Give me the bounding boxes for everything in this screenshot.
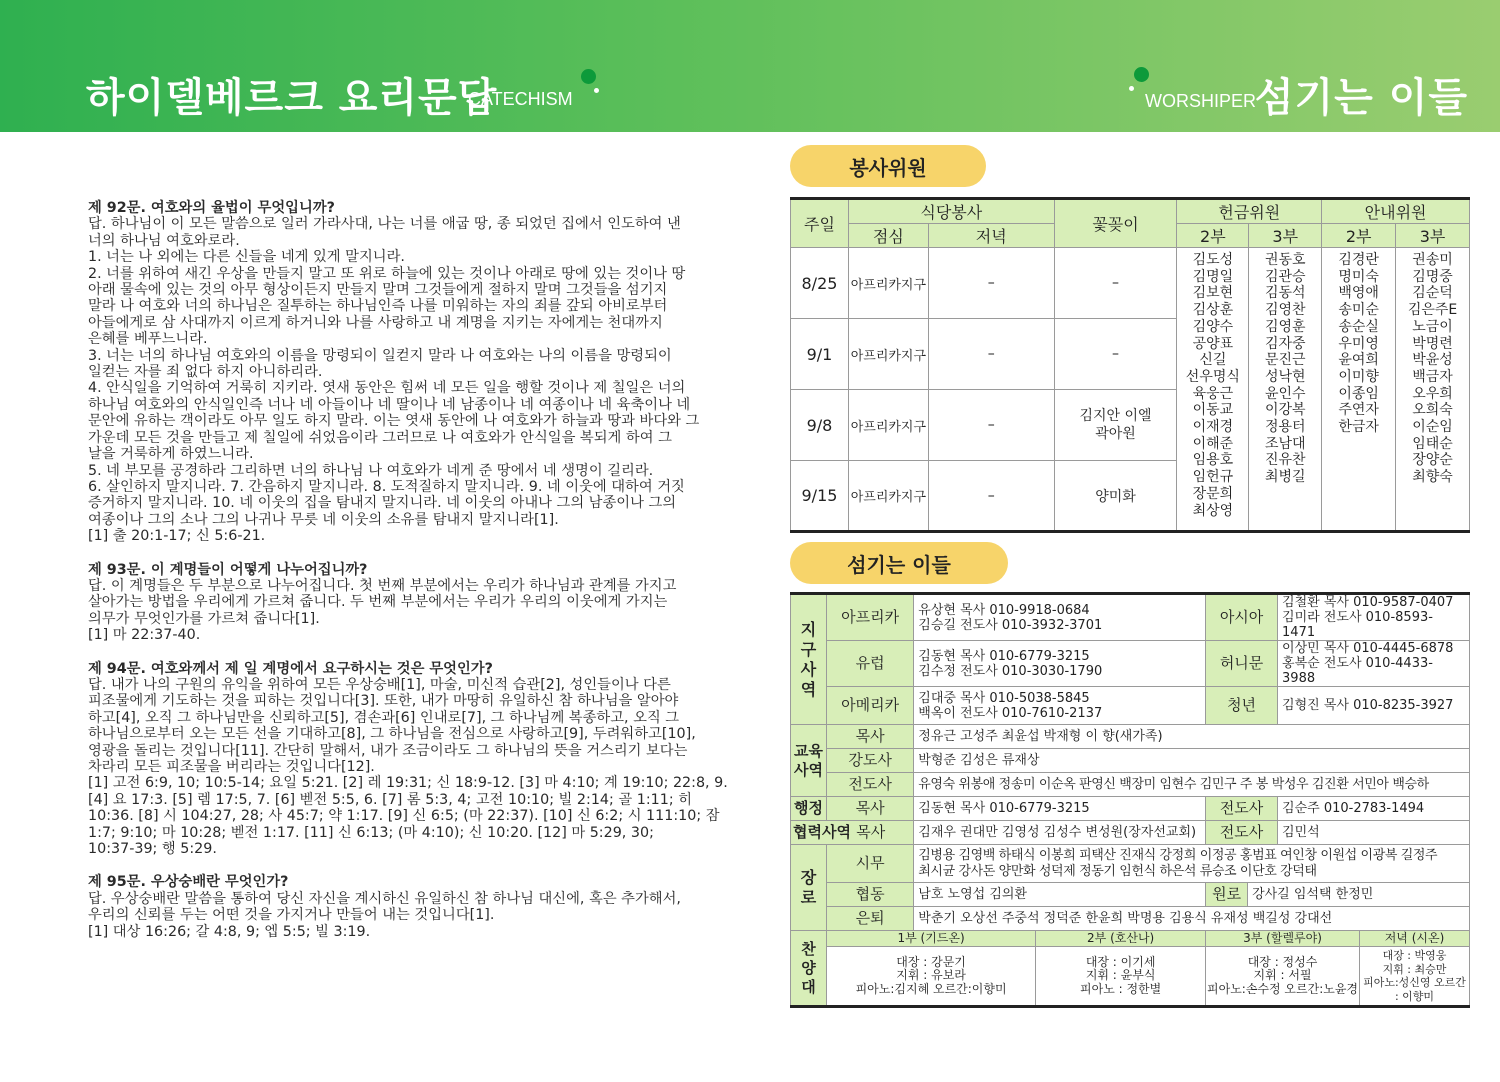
answer-line: 하나님 여호와의 안식일인즉 너나 네 아들이나 네 딸이나 네 남종이나 네 여종이나 네 육축이나 네	[88, 396, 691, 413]
answer-line: 4. 안식일을 기억하여 거룩히 지키라. 엿새 동안은 힘써 네 모든 일을 행할 것이나 제 칠일은 너의	[88, 380, 686, 397]
district-europe: 유럽	[826, 641, 913, 687]
coop-names: 김재우 권대만 김영성 김성수 변성원(장자선교회)	[914, 821, 1206, 845]
answer-line: 피조물에게 기도하는 것을 피하는 것입니다[3]. 또한, 내가 마땅히 유일하신 참 하나님을 알아야	[88, 693, 679, 710]
choir-group-1: 1부 (기드온)	[826, 931, 1035, 947]
district-asia-contacts: 김철환 목사 010-9587-0407 김미라 전도사 010-8593-1471	[1278, 594, 1470, 641]
choir-group-1-members: 대장 : 강문기 지휘 : 유보라 피아노:김지혜 오르간:이향미	[826, 947, 1035, 1007]
answer-line: 우리의 신뢰를 두는 어떤 것을 가지거나 만들어 내는 것입니다[1].	[88, 907, 495, 924]
answer-line: [1] 출 20:1-17; 신 5:6-21.	[88, 528, 266, 545]
answer-line: 여종이나 그의 소나 그의 나귀나 무릇 네 이웃의 소유를 탐내지 말지니라[1].	[88, 511, 559, 528]
answer-line: 답. 우상숭배란 말씀을 통하여 당신 자신을 계시하신 유일하신 참 하나님 대신에, 혹은 추가해서,	[88, 890, 681, 907]
catechism-question	[88, 874, 740, 940]
answer-line: [4] 요 17:3. [5] 렘 17:5, 7. [6] 벧전 5:5, 6. [7] 롬 5:3, 4; 고전 10:10; 빌 2:14; 골 1:11; 히	[88, 791, 693, 808]
answer-line: 10:36. [8] 시 104:27, 28; 사 45:7; 약 1:17. [9] 신 6:5; (마 22:37). [10] 신 6:2; 시 111:10; 잠	[88, 808, 720, 825]
decorative-dot-icon	[1129, 86, 1134, 91]
page-subtitle-left: CATECHISM	[468, 89, 573, 109]
answer-line: 답. 이 계명들은 두 부분으로 나누어집니다. 첫 번째 부분에서는 우리가 하나님과 관계를 가지고	[88, 577, 677, 594]
row-flower: –	[1054, 319, 1177, 390]
row-flower: 양미화	[1054, 461, 1177, 532]
district-america: 아메리카	[826, 687, 913, 725]
answer-line: [1] 대상 16:26; 갈 4:8, 9; 엡 5:5; 빌 3:19.	[88, 923, 371, 940]
header-dinner: 저녁	[928, 224, 1054, 248]
choir-group-4-members: 대장 : 박영웅 지휘 : 최승만 피아노:성신영 오르간 : 이향미	[1359, 947, 1469, 1007]
choir-group-2: 2부 (호산나)	[1036, 931, 1206, 947]
answer-line: 날을 거룩하게 하였느니라.	[88, 446, 254, 463]
header-dining: 식당봉사	[848, 199, 1054, 224]
district-honeymoon: 허니문	[1206, 641, 1278, 687]
education-deacon-names: 박형준 김성은 류재상	[914, 749, 1470, 773]
catechism-question	[88, 562, 740, 644]
education-deacon-role: 강도사	[826, 749, 913, 773]
district-label: 지구사역	[791, 594, 827, 725]
offering-2-names: 김도성 김명일 김보현 김상훈 김양수 공양표 신길 선우명식 육웅근 이동교 이재경 이해준 임용호 임헌규 장문희 최상영	[1177, 248, 1249, 532]
header-flower: 꽃꽂이	[1054, 199, 1177, 248]
page-title-left: 하이델베르크 요리문답	[86, 75, 498, 121]
answer-line: 아래 물속에 있는 것의 아무 형상이든지 만들지 말며 그것들에게 절하지 말며 그것들을 섬기지	[88, 282, 668, 299]
district-africa: 아프리카	[826, 594, 913, 641]
question-title: 제 95문. 우상숭배란 무엇인가?	[88, 874, 289, 891]
district-europe-contacts: 김동현 목사 010-6779-3215 김수정 전도사 010-3030-1790	[914, 641, 1206, 687]
choir-group-3-members: 대장 : 정성수 지휘 : 서필 피아노:손수정 오르간:노윤경	[1206, 947, 1360, 1007]
decorative-dot-icon	[594, 88, 599, 93]
row-lunch: 아프리카지구	[848, 461, 928, 532]
education-pastor-role: 목사	[826, 725, 913, 749]
education-evangelist-names: 유영숙 위봉애 정송미 이순옥 판영신 백장미 임현수 김민구 주 봉 박성우 김진환 서민아 백승하	[914, 773, 1470, 797]
row-date: 8/25	[791, 248, 849, 319]
row-date: 9/1	[791, 319, 849, 390]
question-title: 제 94문. 여호와께서 제 일 계명에서 요구하시는 것은 무엇인가?	[88, 660, 493, 677]
answer-line: 1. 너는 나 외에는 다른 신들을 네게 있게 말지니라.	[88, 249, 405, 266]
elders-active-names: 김병용 김영백 하태식 이봉희 피택산 진재식 강정희 이정공 홍범표 여인창 이원섭 이광복 길정주 최시균 강사돈 양만화 성덕제 정동기 임헌식 하은석 류승조 이단호 강덕태	[914, 845, 1470, 883]
answer-line: 하고[4], 오직 그 하나님만을 신뢰하고[5], 겸손과[6] 인내로[7], 그 하나님께 복종하고, 오직 그	[88, 709, 680, 726]
elders-active-role: 시무	[826, 845, 913, 883]
answer-line: [1] 고전 6:9, 10; 10:5-14; 요일 5:21. [2] 레 19:31; 신 18:9-12. [3] 마 4:10; 계 19:10; 22:8, 9.	[88, 775, 728, 792]
choir-group-3: 3부 (할렐루야)	[1206, 931, 1360, 947]
header-offering-3: 3부	[1249, 224, 1322, 248]
header-lunch: 점심	[848, 224, 928, 248]
answer-line: 문안에 유하는 객이라도 아무 일도 하지 말라. 이는 엿새 동안에 나 여호와가 하늘과 땅과 바다와 그	[88, 413, 700, 430]
answer-line: 6. 살인하지 말지니라. 7. 간음하지 말지니라. 8. 도적질하지 말지니라. 9. 네 이웃에 대하여 거짓	[88, 478, 685, 495]
answer-line: [1] 마 22:37-40.	[88, 627, 201, 644]
decorative-dot-icon	[581, 69, 596, 84]
row-flower: –	[1054, 248, 1177, 319]
answer-line: 3. 너는 너의 하나님 여호와의 이름을 망령되이 일컫지 말라 나 여호와는 나의 이름을 망령되이	[88, 347, 672, 364]
decorative-dot-icon	[1134, 67, 1149, 82]
coop-label: 협력사역 목사	[791, 821, 914, 845]
district-asia: 아시아	[1206, 594, 1278, 641]
answer-line: 2. 너를 위하여 새긴 우상을 만들지 말고 또 위로 하늘에 있는 것이나 아래로 땅에 있는 것이나 땅	[88, 265, 686, 282]
catechism-section	[88, 200, 740, 957]
choir-group-4: 저녁 (시온)	[1359, 931, 1469, 947]
row-date: 9/15	[791, 461, 849, 532]
answer-line: 은혜를 베푸느니라.	[88, 331, 208, 348]
elders-retired-names: 박춘기 오상선 주중석 정덕준 한윤희 박명용 김용식 유재성 백길성 강대선	[914, 907, 1470, 931]
header-usher: 안내위원	[1322, 199, 1470, 224]
answer-line: 일컫는 자를 죄 없다 하지 아니하리라.	[88, 364, 323, 381]
elders-emeritus-names: 강사길 임석택 한정민	[1248, 883, 1470, 907]
header-date: 주일	[791, 199, 849, 248]
elders-retired-role: 은퇴	[826, 907, 913, 931]
header-offering: 헌금위원	[1177, 199, 1322, 224]
elders-associate-role: 협동	[826, 883, 913, 907]
district-america-contacts: 김대중 목사 010-5038-5845 백옥이 전도사 010-7610-2137	[914, 687, 1206, 725]
answer-line: 10:37-39; 행 5:29.	[88, 841, 217, 858]
row-lunch: 아프리카지구	[848, 390, 928, 461]
answer-line: 1:7; 9:10; 마 10:28; 벧전 1:17. [11] 신 6:13; (마 4:10); 신 10:20. [12] 마 5:29, 30;	[88, 824, 654, 841]
row-dinner: –	[928, 248, 1054, 319]
row-lunch: 아프리카지구	[848, 319, 928, 390]
row-dinner: –	[928, 319, 1054, 390]
catechism-question	[88, 200, 740, 545]
district-honeymoon-contacts: 이상민 목사 010-4445-6878 홍복순 전도사 010-4433-3988	[1278, 641, 1470, 687]
admin-role-2: 전도사	[1206, 797, 1278, 821]
header-banner	[0, 0, 1500, 132]
row-date: 9/8	[791, 390, 849, 461]
header-usher-3: 3부	[1396, 224, 1470, 248]
answer-line: 너의 하나님 여호와로라.	[88, 232, 240, 249]
question-title: 제 92문. 여호와의 율법이 무엇입니까?	[88, 200, 335, 216]
answer-line: 살아가는 방법을 우리에게 가르쳐 줍니다. 두 번째 부분에서는 우리가 우리의 이웃에게 가지는	[88, 594, 668, 611]
service-committee-heading: 봉사위원	[790, 145, 986, 187]
question-title: 제 93문. 이 계명들이 어떻게 나누어집니까?	[88, 561, 368, 578]
row-flower: 김지안 이엘 곽아원	[1054, 390, 1177, 461]
catechism-question	[88, 661, 740, 858]
education-pastor-names: 정유근 고성주 최윤섭 박재형 이 향(새가족)	[914, 725, 1470, 749]
admin-name: 김동현 목사 010-6779-3215	[914, 797, 1206, 821]
usher-3-names: 권송미 김명중 김순덕 김은주E 노금이 박명련 박윤성 백금자 오우희 오희숙 이순임 임태순 장양순 최향숙	[1396, 248, 1470, 532]
district-africa-contacts: 유상현 목사 010-9918-0684 김승길 전도사 010-3932-3701	[914, 594, 1206, 641]
admin-role: 목사	[826, 797, 913, 821]
answer-line: 답. 하나님이 이 모든 말씀으로 일러 가라사대, 나는 너를 애굽 땅, 종 되었던 집에서 인도하여 낸	[88, 216, 681, 233]
header-usher-2: 2부	[1322, 224, 1396, 248]
answer-line: 5. 네 부모를 공경하라 그리하면 너의 하나님 나 여호와가 네게 준 땅에서 네 생명이 길리라.	[88, 462, 654, 479]
workers-heading: 섬기는 이들	[790, 542, 1008, 584]
row-dinner: –	[928, 461, 1054, 532]
answer-line: 아들에게로 삼 사대까지 이르게 하거니와 나를 사랑하고 내 계명을 지키는 자에게는 천대까지	[88, 314, 663, 331]
choir-group-2-members: 대장 : 이기세 지휘 : 윤부식 피아노 : 정한별	[1036, 947, 1206, 1007]
elders-label: 장로	[791, 845, 827, 931]
answer-line: 차라리 모든 피조물을 버리라는 것입니다[12].	[88, 759, 375, 775]
page-title-right: 섬기는 이들	[1254, 75, 1468, 121]
answer-line: 하나님으로부터 오는 모든 선을 기대하고[8], 그 하나님을 전심으로 사랑하고[9], 두려워하고[10],	[88, 726, 696, 743]
admin-name-2: 김순주 010-2783-1494	[1278, 797, 1470, 821]
district-youth: 청년	[1206, 687, 1278, 725]
answer-line: 증거하지 말지니라. 10. 네 이웃의 집을 탐내지 말지니라. 네 이웃의 아내나 그의 남종이나 그의	[88, 495, 677, 512]
education-evangelist-role: 전도사	[826, 773, 913, 797]
answer-line: 말라 나 여호와 너의 하나님은 질투하는 하나님인즉 나를 미워하는 자의 죄를 갚되 아비로부터	[88, 298, 668, 315]
choir-label: 찬양대	[791, 931, 827, 1007]
answer-line: 영광을 돌리는 것입니다[11]. 간단히 말해서, 내가 조금이라도 그 하나님의 뜻을 거스리기 보다는	[88, 742, 688, 759]
district-youth-contacts: 김형진 목사 010-8235-3927	[1278, 687, 1470, 725]
usher-2-names: 김경란 명미숙 백영애 송미순 송순실 우미영 윤여희 이미향 이종임 주연자 한금자	[1322, 248, 1396, 532]
education-label: 교육사역	[791, 725, 827, 797]
coop-name-2: 김민석	[1278, 821, 1470, 845]
row-lunch: 아프리카지구	[848, 248, 928, 319]
admin-label: 행정	[791, 797, 827, 821]
elders-associate-names: 남호 노영섭 김의환	[914, 883, 1206, 907]
header-offering-2: 2부	[1177, 224, 1249, 248]
workers-table	[790, 592, 1470, 1008]
row-dinner: –	[928, 390, 1054, 461]
answer-line: 의무가 무엇인가를 가르쳐 줍니다[1].	[88, 610, 320, 627]
elders-emeritus-role: 원로	[1206, 883, 1248, 907]
coop-role-2: 전도사	[1206, 821, 1278, 845]
answer-line: 답. 내가 나의 구원의 유익을 위하여 모든 우상숭배[1], 마술, 미신적 습관[2], 성인들이나 다른	[88, 676, 671, 693]
service-table	[790, 197, 1470, 533]
page-subtitle-right: WORSHIPER	[1145, 91, 1257, 111]
offering-3-names: 권동호 김관승 김동석 김영찬 김영훈 김자중 문진근 성낙현 윤인수 이강복 정용터 조남대 진유찬 최병길	[1249, 248, 1322, 532]
answer-line: 가운데 모든 것을 만들고 제 칠일에 쉬었음이라 그러므로 나 여호와가 안식일을 복되게 하여 그	[88, 429, 672, 446]
